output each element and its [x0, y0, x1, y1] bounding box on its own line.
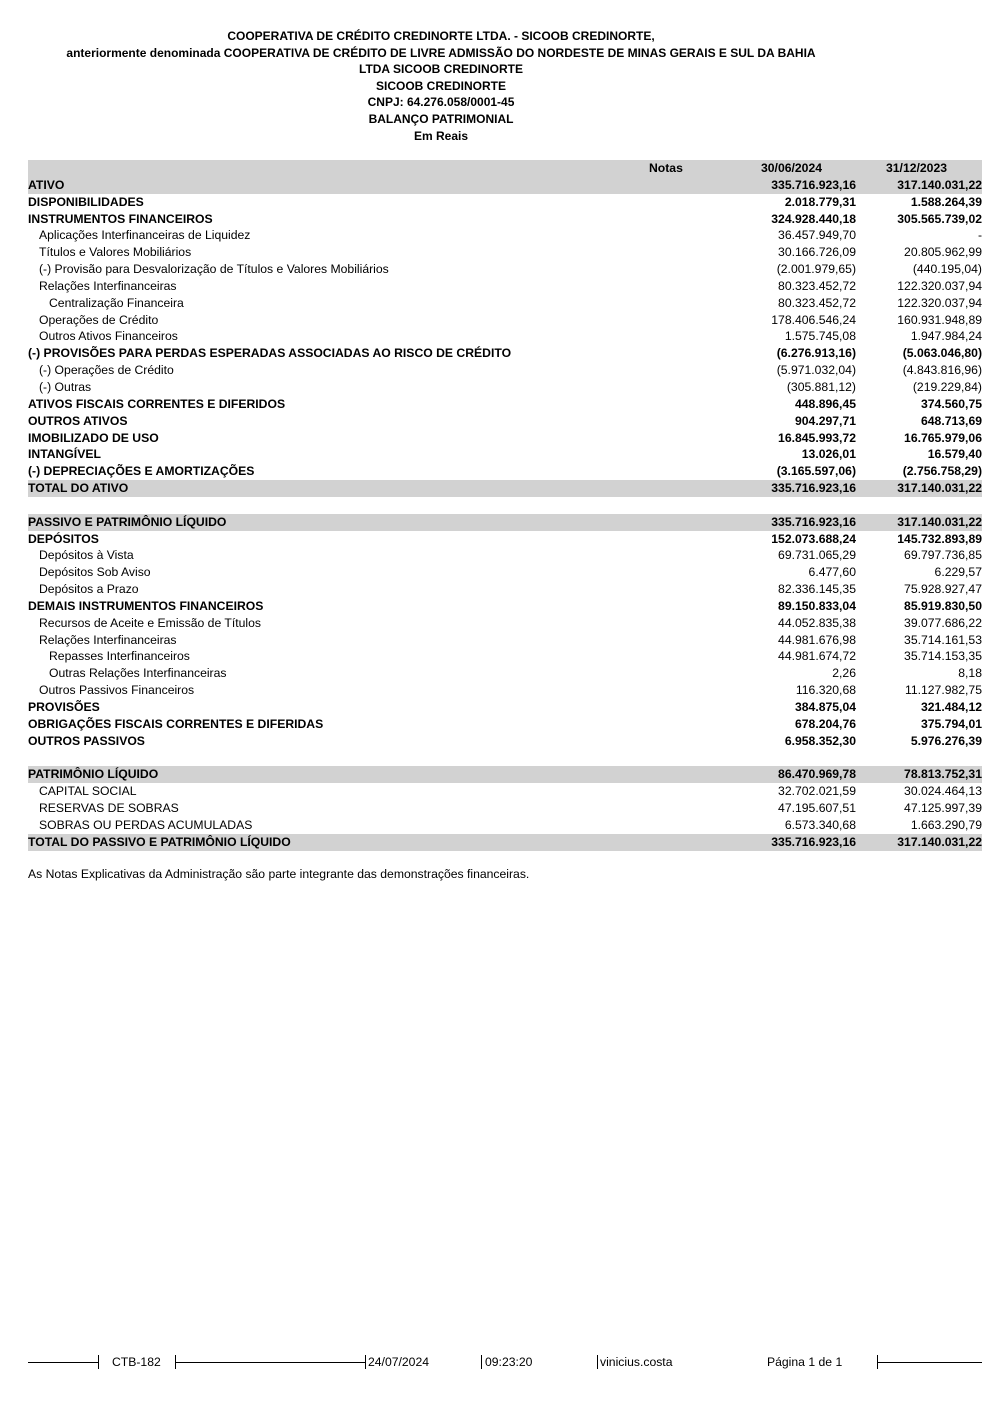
row-value-previous: 16.765.979,06 — [904, 430, 982, 445]
column-header-date-current: 30/06/2024 — [761, 161, 822, 175]
row-value-current: 44.981.674,72 — [778, 649, 856, 664]
row-value-previous: 78.813.752,31 — [904, 767, 982, 782]
table-row — [28, 564, 982, 581]
table-row — [28, 194, 982, 211]
row-value-current: (6.276.913,16) — [776, 346, 856, 361]
row-label: (-) DEPRECIAÇÕES E AMORTIZAÇÕES — [28, 464, 255, 479]
row-value-current: (3.165.597,06) — [776, 464, 856, 479]
row-value-previous: 305.565.739,02 — [897, 211, 982, 226]
row-value-current: 89.150.833,04 — [778, 598, 856, 613]
row-label: Depósitos Sob Aviso — [39, 565, 151, 580]
table-row — [28, 278, 982, 295]
table-row — [28, 312, 982, 329]
table-body — [28, 177, 982, 851]
row-value-previous: (4.843.816,96) — [902, 363, 982, 378]
row-value-previous: 374.560,75 — [921, 396, 982, 411]
row-value-current: 86.470.969,78 — [778, 767, 856, 782]
table-row — [28, 379, 982, 396]
row-value-previous: 16.579,40 — [927, 447, 982, 462]
row-value-current: 324.928.440,18 — [771, 211, 856, 226]
row-label: PATRIMÔNIO LÍQUIDO — [28, 767, 159, 782]
row-value-previous: 11.127.982,75 — [904, 683, 982, 698]
row-value-previous: (219.229,84) — [912, 379, 982, 394]
row-value-current: 384.875,04 — [795, 700, 856, 714]
row-label: OUTROS PASSIVOS — [28, 733, 145, 748]
footer-date: 24/07/2024 — [368, 1355, 429, 1369]
row-value-current: 2,26 — [832, 666, 856, 681]
row-value-previous: 8,18 — [958, 666, 982, 681]
row-value-previous: 6.229,57 — [934, 565, 982, 580]
row-value-previous: 1.947.984,24 — [910, 329, 982, 344]
row-value-current: 116.320,68 — [795, 683, 856, 698]
table-row — [28, 227, 982, 244]
table-spacer — [28, 750, 982, 767]
footer-page-number: Página 1 de 1 — [767, 1355, 843, 1369]
row-value-current: 2.018.779,31 — [784, 194, 856, 209]
footer-tick — [481, 1355, 482, 1369]
row-label: Depósitos à Vista — [39, 548, 134, 563]
row-value-current: 80.323.452,72 — [778, 295, 856, 310]
row-label: TOTAL DO ATIVO — [28, 481, 129, 496]
footer-rule — [175, 1362, 365, 1363]
row-label: Outras Relações Interfinanceiras — [49, 666, 227, 681]
row-label: (-) Provisão para Desvalorização de Títulos e Valores Mobiliários — [39, 262, 389, 277]
row-value-current: 82.336.145,35 — [778, 582, 856, 597]
footer-report-code: CTB-182 — [112, 1355, 161, 1369]
row-value-current: 335.716.923,16 — [771, 177, 856, 192]
footer-tick — [98, 1355, 99, 1369]
row-value-current: 6.477,60 — [808, 565, 856, 580]
row-label: DEMAIS INSTRUMENTOS FINANCEIROS — [28, 598, 264, 613]
row-value-previous: 122.320.037,94 — [897, 278, 982, 293]
row-value-previous: 47.125.997,39 — [904, 801, 982, 816]
footer-user: vinicius.costa — [600, 1355, 673, 1369]
table-row — [28, 834, 982, 851]
row-label: Recursos de Aceite e Emissão de Títulos — [39, 615, 261, 630]
table-column-header — [28, 160, 982, 177]
table-row — [28, 581, 982, 598]
row-value-current: 152.073.688,24 — [771, 531, 856, 546]
row-value-previous: 39.077.686,22 — [904, 615, 982, 630]
row-value-current: 1.575.745,08 — [784, 329, 856, 344]
row-value-current: (5.971.032,04) — [776, 363, 856, 378]
row-label: TOTAL DO PASSIVO E PATRIMÔNIO LÍQUIDO — [28, 834, 291, 849]
row-value-current: 6.958.352,30 — [784, 733, 856, 748]
header-cnpj: CNPJ: 64.276.058/0001-45 — [367, 95, 515, 110]
row-label: (-) PROVISÕES PARA PERDAS ESPERADAS ASSOCIADAS AO RISCO DE CRÉDITO — [28, 346, 512, 361]
row-label: Centralização Financeira — [49, 295, 184, 310]
table-row — [28, 514, 982, 531]
row-label: Outros Passivos Financeiros — [39, 683, 195, 698]
footer-rule — [28, 1362, 98, 1363]
row-value-previous: 648.713,69 — [921, 413, 982, 428]
table-row — [28, 261, 982, 278]
row-value-previous: 30.024.464,13 — [904, 784, 982, 799]
table-row — [28, 648, 982, 665]
row-value-previous: 85.919.830,50 — [904, 598, 982, 613]
report-title: BALANÇO PATRIMONIAL — [368, 111, 514, 126]
row-label: IMOBILIZADO DE USO — [28, 430, 159, 445]
row-value-previous: 317.140.031,22 — [897, 481, 982, 496]
table-row — [28, 632, 982, 649]
row-value-previous: 317.140.031,22 — [897, 514, 982, 529]
table-spacer — [28, 497, 982, 514]
column-header-notas: Notas — [649, 161, 683, 175]
row-value-previous: 5.976.276,39 — [910, 733, 982, 748]
row-label: SOBRAS OU PERDAS ACUMULADAS — [39, 817, 253, 832]
row-value-current: 6.573.340,68 — [784, 817, 856, 832]
row-label: PASSIVO E PATRIMÔNIO LÍQUIDO — [28, 514, 227, 529]
row-label: OUTROS ATIVOS — [28, 413, 128, 428]
table-row — [28, 733, 982, 750]
report-header — [28, 28, 854, 144]
header-short-name: SICOOB CREDINORTE — [375, 78, 506, 93]
row-label: INSTRUMENTOS FINANCEIROS — [28, 211, 213, 226]
row-value-previous: 317.140.031,22 — [897, 177, 982, 192]
row-label: DISPONIBILIDADES — [28, 194, 144, 209]
row-value-previous: 35.714.153,35 — [904, 649, 982, 664]
row-value-current: 904.297,71 — [795, 413, 856, 428]
row-label: Outros Ativos Financeiros — [39, 329, 178, 344]
table-row — [28, 598, 982, 615]
row-value-current: 32.702.021,59 — [778, 784, 856, 799]
table-row — [28, 396, 982, 413]
row-value-current: 16.845.993,72 — [778, 430, 856, 445]
column-header-date-previous: 31/12/2023 — [886, 161, 947, 175]
row-label: RESERVAS DE SOBRAS — [39, 801, 179, 816]
row-value-current: 69.731.065,29 — [778, 548, 856, 563]
row-label: CAPITAL SOCIAL — [39, 784, 137, 799]
row-label: (-) Outras — [39, 379, 92, 394]
table-row — [28, 682, 982, 699]
row-label: DEPÓSITOS — [28, 531, 99, 546]
row-value-previous: 69.797.736,85 — [904, 548, 982, 563]
row-value-current: 44.052.835,38 — [778, 615, 856, 630]
row-value-current: 448.896,45 — [795, 396, 856, 411]
row-value-previous: 122.320.037,94 — [897, 295, 982, 310]
table-row — [28, 463, 982, 480]
table-row — [28, 817, 982, 834]
row-value-current: 13.026,01 — [801, 447, 856, 462]
table-row — [28, 699, 982, 716]
row-value-current: 178.406.546,24 — [771, 312, 856, 327]
row-label: ATIVO — [28, 177, 65, 192]
header-former-name-cont: LTDA SICOOB CREDINORTE — [359, 62, 523, 77]
table-row — [28, 783, 982, 800]
row-value-current: 44.981.676,98 — [778, 632, 856, 647]
table-row — [28, 244, 982, 261]
row-label: Aplicações Interfinanceiras de Liquidez — [39, 228, 251, 243]
table-row — [28, 295, 982, 312]
row-label: PROVISÕES — [28, 700, 100, 714]
footer-time: 09:23:20 — [485, 1355, 533, 1369]
page-footer — [0, 1350, 1000, 1374]
footer-tick — [365, 1355, 366, 1369]
row-value-previous: 375.794,01 — [921, 716, 982, 731]
header-company-name: COOPERATIVA DE CRÉDITO CREDINORTE LTDA. - SICOOB CREDINORTE, — [227, 29, 655, 43]
row-value-previous: 1.663.290,79 — [910, 817, 982, 832]
row-value-previous: 317.140.031,22 — [897, 834, 982, 849]
row-value-previous: 145.732.893,89 — [897, 531, 982, 546]
row-value-current: 36.457.949,70 — [778, 228, 856, 243]
row-value-current: 30.166.726,09 — [778, 245, 856, 260]
row-value-previous: (440.195,04) — [912, 262, 982, 277]
table-row — [28, 430, 982, 447]
row-label: (-) Operações de Crédito — [39, 363, 174, 378]
row-label: Relações Interfinanceiras — [39, 278, 177, 293]
footer-tick — [597, 1355, 598, 1369]
table-row — [28, 362, 982, 379]
row-value-current: 335.716.923,16 — [771, 514, 856, 529]
row-value-current: (2.001.979,65) — [776, 262, 856, 277]
row-value-current: 678.204,76 — [795, 716, 856, 731]
row-value-current: 335.716.923,16 — [771, 834, 856, 849]
row-label: ATIVOS FISCAIS CORRENTES E DIFERIDOS — [28, 396, 286, 411]
table-row — [28, 800, 982, 817]
table-row — [28, 531, 982, 548]
footer-rule — [877, 1362, 982, 1363]
row-value-current: 80.323.452,72 — [778, 278, 856, 293]
balance-sheet-table — [28, 160, 982, 851]
row-label: Repasses Interfinanceiros — [49, 649, 190, 664]
table-row — [28, 766, 982, 783]
row-value-previous: - — [977, 228, 982, 243]
row-value-previous: 20.805.962,99 — [904, 245, 982, 260]
table-row — [28, 480, 982, 497]
row-value-previous: 321.484,12 — [921, 700, 982, 714]
table-row — [28, 716, 982, 733]
row-label: OBRIGAÇÕES FISCAIS CORRENTES E DIFERIDAS — [28, 716, 324, 731]
row-value-current: (305.881,12) — [786, 379, 856, 394]
table-row — [28, 446, 982, 463]
row-label: Títulos e Valores Mobiliários — [39, 245, 192, 260]
table-row — [28, 413, 982, 430]
row-value-previous: 35.714.161,53 — [904, 632, 982, 647]
header-former-name: anteriormente denominada COOPERATIVA DE CRÉDITO DE LIVRE ADMISSÃO DO NORDESTE DE MINAS GERAIS E SUL DA BAHIA — [66, 45, 816, 60]
row-label: INTANGÍVEL — [28, 447, 101, 462]
row-value-previous: (5.063.046,80) — [902, 346, 982, 361]
table-row — [28, 665, 982, 682]
table-row — [28, 345, 982, 362]
table-row — [28, 615, 982, 632]
table-row — [28, 547, 982, 564]
footnote: As Notas Explicativas da Administração são parte integrante das demonstrações financeiras. — [28, 867, 530, 881]
row-label: Relações Interfinanceiras — [39, 632, 177, 647]
row-value-current: 47.195.607,51 — [778, 801, 856, 816]
row-label: Operações de Crédito — [39, 312, 159, 327]
row-value-current: 335.716.923,16 — [771, 481, 856, 496]
table-row — [28, 328, 982, 345]
row-value-previous: (2.756.758,29) — [902, 464, 982, 479]
table-row — [28, 211, 982, 228]
row-value-previous: 160.931.948,89 — [897, 312, 982, 327]
table-row — [28, 177, 982, 194]
row-value-previous: 1.588.264,39 — [910, 194, 982, 209]
row-value-previous: 75.928.927,47 — [904, 582, 982, 597]
row-label: Depósitos a Prazo — [39, 582, 139, 597]
report-currency: Em Reais — [413, 128, 469, 143]
